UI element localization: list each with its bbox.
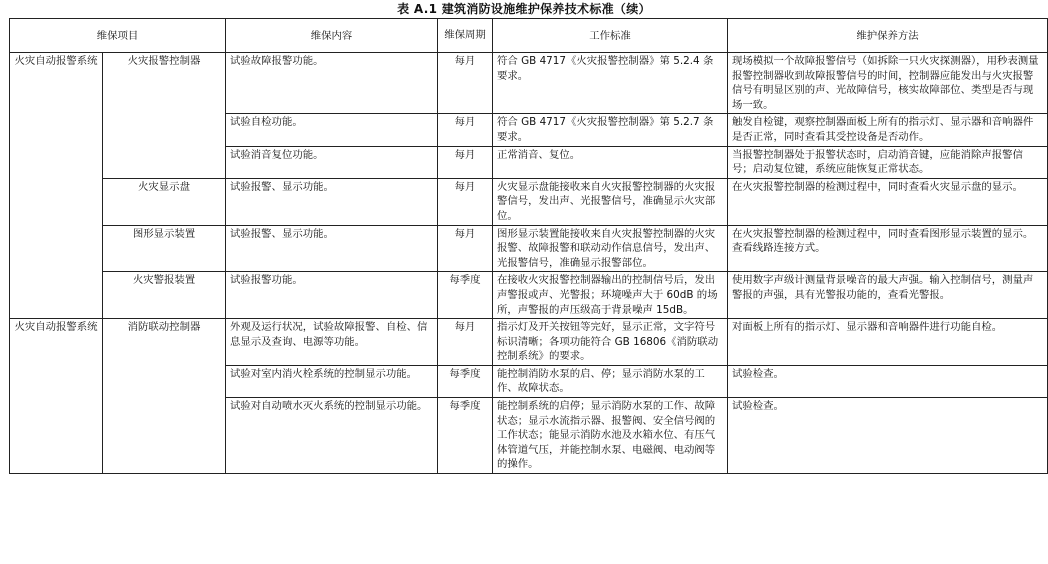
subsystem-cell: 火灾显示盘 [103,178,226,225]
header-period: 维保周期 [438,19,493,53]
period-cell: 每季度 [438,398,493,474]
period-cell: 每季度 [438,365,493,397]
table-title: 表 A.1 建筑消防设施维护保养技术标准（续） [397,2,651,16]
standard-cell: 能控制消防水泵的启、停；显示消防水泵的工作、故障状态。 [493,365,728,397]
maintenance-standard-table [9,18,1048,474]
system-cell: 火灾自动报警系统 [10,319,103,474]
content-cell: 外观及运行状况，试验故障报警、自检、信息显示及查询、电源等功能。 [226,319,438,366]
standard-cell: 能控制系统的启停；显示消防水泵的工作、故障状态；显示水流指示器、报警阀、安全信号阀的工作状态；能显示消防水池及水箱水位、有压气体管道气压，并能控制水泵、电磁阀、电动阀等的操作。 [493,398,728,474]
period-cell: 每月 [438,319,493,366]
method-cell: 触发自检键，观察控制器面板上所有的指示灯、显示器和音响器件是否正常，同时查看其受控设备是否动作。 [728,114,1048,146]
table-row [10,178,1048,225]
method-cell: 对面板上所有的指示灯、显示器和音响器件进行功能自检。 [728,319,1048,366]
subsystem-cell: 火灾警报装置 [103,272,226,319]
header-row [10,19,1048,53]
header-content: 维保内容 [226,19,438,53]
header-item: 维保项目 [10,19,226,53]
method-cell: 在火灾报警控制器的检测过程中，同时查看图形显示装置的显示。查看线路连接方式。 [728,225,1048,272]
standard-cell: 在接收火灾报警控制器输出的控制信号后，发出声警报或声、光警报；环境噪声大于 60dB 的场所，声警报的声压级高于背景噪声 15dB。 [493,272,728,319]
standard-cell: 火灾显示盘能接收来自火灾报警控制器的火灾报警信号，发出声、光报警信号，准确显示火灾部位。 [493,178,728,225]
content-cell: 试验消音复位功能。 [226,146,438,178]
table-row [10,53,1048,114]
content-cell: 试验对室内消火栓系统的控制显示功能。 [226,365,438,397]
method-cell: 现场模拟一个故障报警信号（如拆除一只火灾探测器），用秒表测量报警控制器收到故障报警信号的时间，控制器应能发出与火灾报警信号有明显区别的声、光故障信号，核实故障部位、类型是否与现场一致。 [728,53,1048,114]
header-standard: 工作标准 [493,19,728,53]
period-cell: 每季度 [438,272,493,319]
period-cell: 每月 [438,146,493,178]
standard-cell: 符合 GB 4717《火灾报警控制器》第 5.2.4 条要求。 [493,53,728,114]
method-cell: 当报警控制器处于报警状态时，启动消音键，应能消除声报警信号；启动复位键，系统应能恢复正常状态。 [728,146,1048,178]
subsystem-cell: 火灾报警控制器 [103,53,226,179]
subsystem-cell: 消防联动控制器 [103,319,226,474]
period-cell: 每月 [438,178,493,225]
content-cell: 试验故障报警功能。 [226,53,438,114]
content-cell: 试验报警、显示功能。 [226,225,438,272]
period-cell: 每月 [438,53,493,114]
content-cell: 试验报警、显示功能。 [226,178,438,225]
system-cell: 火灾自动报警系统 [10,53,103,319]
method-cell: 试验检查。 [728,365,1048,397]
method-cell: 试验检查。 [728,398,1048,474]
content-cell: 试验报警功能。 [226,272,438,319]
standard-cell: 图形显示装置能接收来自火灾报警控制器的火灾报警、故障报警和联动动作信息信号，发出声、光报警信号，准确显示报警部位。 [493,225,728,272]
standard-cell: 正常消音、复位。 [493,146,728,178]
content-cell: 试验对自动喷水灭火系统的控制显示功能。 [226,398,438,474]
period-cell: 每月 [438,225,493,272]
standard-cell: 指示灯及开关按钮等完好，显示正常，文字符号标识清晰；各项功能符合 GB 16806《消防联动控制系统》的要求。 [493,319,728,366]
header-method: 维护保养方法 [728,19,1048,53]
table-row [10,225,1048,272]
table-row [10,319,1048,366]
method-cell: 在火灾报警控制器的检测过程中，同时查看火灾显示盘的显示。 [728,178,1048,225]
period-cell: 每月 [438,114,493,146]
table-row [10,272,1048,319]
content-cell: 试验自检功能。 [226,114,438,146]
subsystem-cell: 图形显示装置 [103,225,226,272]
method-cell: 使用数字声级计测量背景噪音的最大声强。输入控制信号，测量声警报的声强，具有光警报功能的，查看光警报。 [728,272,1048,319]
standard-cell: 符合 GB 4717《火灾报警控制器》第 5.2.7 条要求。 [493,114,728,146]
